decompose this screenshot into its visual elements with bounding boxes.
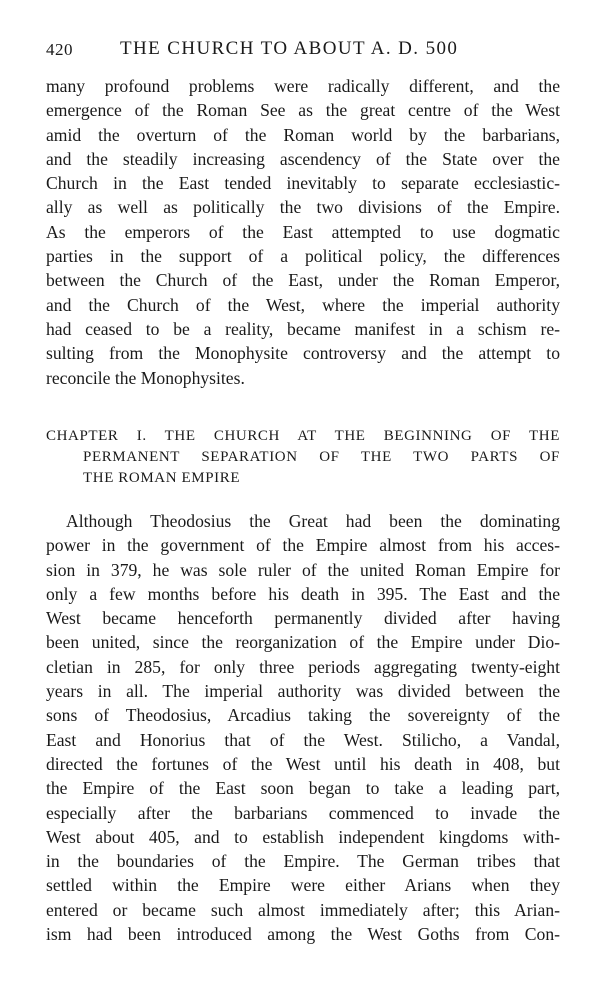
page-number: 420 [46, 40, 73, 59]
text-line: West became henceforth permanently divided after having [46, 608, 560, 629]
text-line: many profound problems were radically different, and the [46, 76, 560, 96]
text-line: years in all. The imperial authority was divided between the [46, 681, 560, 702]
text-line: had ceased to be a reality, became manifest in a schism re- [46, 318, 560, 339]
text-line: power in the government of the Empire almost from his acces- [46, 535, 560, 556]
text-line: West about 405, and to establish independent kingdoms with- [46, 826, 560, 847]
text-line: cletian in 285, for only three periods aggregating twenty-eight [46, 656, 560, 677]
text-line: in the boundaries of the Empire. The German tribes that [46, 851, 560, 872]
text-line: between the Church of the East, under the Roman Emperor, [46, 270, 560, 291]
chapter-heading-line: CHAPTER I. THE CHURCH AT THE BEGINNING OF THE [46, 428, 560, 444]
running-head [46, 38, 566, 62]
text-line: and the steadily increasing ascendency of the State over the [46, 148, 560, 169]
text-line: sulting from the Monophysite controversy and the attempt to [46, 343, 560, 364]
text-line: East and Honorius that of the West. Stilicho, a Vandal, [46, 729, 560, 750]
text-line: only a few months before his death in 395. The East and the [46, 583, 560, 604]
text-line: As the emperors of the East attempted to use dogmatic [46, 221, 560, 242]
text-line: Church in the East tended inevitably to separate ecclesiastic- [46, 173, 560, 194]
text-line: Although Theodosius the Great had been the dominating [66, 511, 560, 531]
text-line: ally as well as politically the two divisions of the Empire. [46, 197, 560, 218]
text-line: settled within the Empire were either Arians when they [46, 875, 560, 896]
text-line: been united, since the reorganization of the Empire under Dio- [46, 632, 560, 653]
text-line: reconcile the Monophysites. [46, 367, 245, 388]
text-line: the Empire of the East soon began to take a leading part, [46, 778, 560, 799]
chapter-heading-line: PERMANENT SEPARATION OF THE TWO PARTS OF [83, 449, 560, 465]
text-line: and the Church of the West, where the imperial authority [46, 294, 560, 315]
running-title: THE CHURCH TO ABOUT A. D. 500 [120, 38, 459, 59]
text-line: ism had been introduced among the West Goths from Con- [46, 924, 560, 945]
chapter-heading [46, 426, 560, 489]
body-paragraph [46, 509, 560, 946]
text-line: directed the fortunes of the West until his death in 408, but [46, 753, 560, 774]
text-line: especially after the barbarians commenced to invade the [46, 802, 560, 823]
intro-paragraph [46, 74, 560, 390]
text-line: sons of Theodosius, Arcadius taking the sovereignty of the [46, 705, 560, 726]
text-line: parties in the support of a political policy, the differences [46, 246, 560, 267]
text-line: entered or became such almost immediately after; this Arian- [46, 899, 560, 920]
text-line: sion in 379, he was sole ruler of the united Roman Empire for [46, 559, 560, 580]
chapter-heading-line: THE ROMAN EMPIRE [83, 470, 241, 486]
text-line: emergence of the Roman See as the great centre of the West [46, 100, 560, 121]
text-line: amid the overturn of the Roman world by the barbarians, [46, 124, 560, 145]
